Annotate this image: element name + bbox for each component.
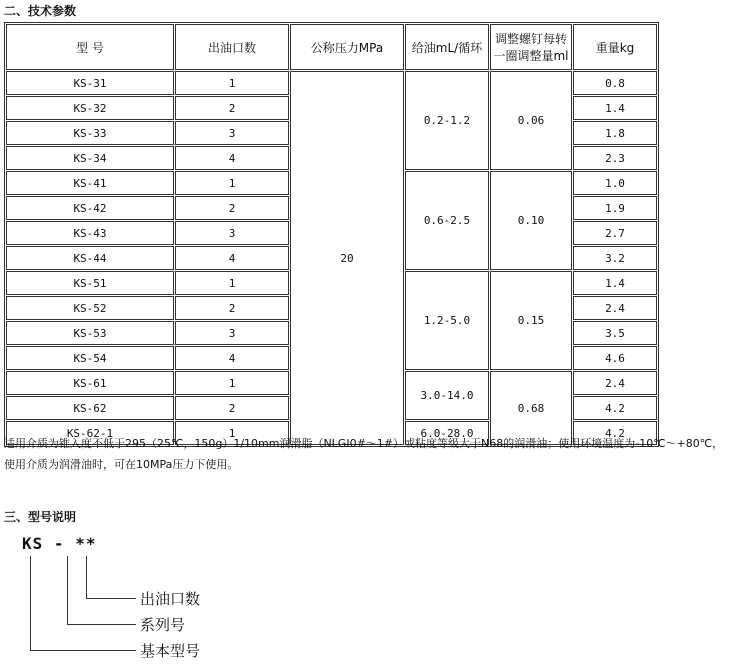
- connector-line-outlets-horizontal: [86, 598, 136, 599]
- model-code-base: KS: [22, 534, 44, 553]
- cell-weight: 0.8: [573, 71, 657, 95]
- cell-outlets: 4: [175, 146, 289, 170]
- header-pressure: 公称压力MPa: [290, 24, 404, 70]
- cell-outlets: 1: [175, 421, 289, 445]
- table-header-row: [6, 24, 657, 70]
- cell-weight: 2.7: [573, 221, 657, 245]
- legend-base-model: 基本型号: [140, 642, 201, 660]
- spec-table: [4, 22, 659, 447]
- cell-feed: 0.2-1.2: [405, 71, 489, 170]
- cell-weight: 1.9: [573, 196, 657, 220]
- usage-note-line-2: 使用介质为润滑油时，可在10MPa压力下使用。: [4, 458, 239, 471]
- cell-adjust: 0.68: [490, 371, 572, 445]
- cell-adjust: 0.15: [490, 271, 572, 370]
- cell-model: KS-51: [6, 271, 174, 295]
- cell-outlets: 1: [175, 71, 289, 95]
- cell-model: KS-33: [6, 121, 174, 145]
- cell-weight: 1.4: [573, 96, 657, 120]
- cell-outlets: 1: [175, 371, 289, 395]
- cell-pressure: 20: [290, 71, 404, 445]
- cell-outlets: 2: [175, 96, 289, 120]
- model-code-series-star: *: [75, 534, 86, 553]
- cell-outlets: 1: [175, 271, 289, 295]
- header-model: 型 号: [6, 24, 174, 70]
- cell-model: KS-42: [6, 196, 174, 220]
- model-code: [22, 534, 96, 553]
- cell-feed: 1.2-5.0: [405, 271, 489, 370]
- cell-weight: 2.3: [573, 146, 657, 170]
- model-code-dash: -: [53, 534, 65, 553]
- cell-model: KS-31: [6, 71, 174, 95]
- cell-model: KS-32: [6, 96, 174, 120]
- cell-weight: 4.2: [573, 396, 657, 420]
- cell-weight: 2.4: [573, 371, 657, 395]
- cell-feed: 3.0-14.0: [405, 371, 489, 420]
- header-adjust: 调整螺钉每转一圈调整量ml: [490, 24, 572, 70]
- cell-weight: 3.5: [573, 321, 657, 345]
- cell-weight: 1.0: [573, 171, 657, 195]
- table-row: [6, 71, 657, 95]
- cell-outlets: 2: [175, 196, 289, 220]
- cell-weight: 1.8: [573, 121, 657, 145]
- cell-outlets: 1: [175, 171, 289, 195]
- usage-note-line-1: 适用介质为锥入度不低于295（25℃，150g）1/10mm润滑脂（NLGI0#～1#）或粘度等级大于N68的润滑油；使用环境温度为-10℃～+80℃，: [4, 437, 724, 450]
- connector-line-outlets-vertical: [86, 556, 87, 598]
- cell-weight: 4.6: [573, 346, 657, 370]
- cell-outlets: 2: [175, 296, 289, 320]
- cell-model: KS-34: [6, 146, 174, 170]
- connector-line-base-horizontal: [30, 650, 136, 651]
- cell-model: KS-53: [6, 321, 174, 345]
- cell-model: KS-61: [6, 371, 174, 395]
- legend-outlets: 出油口数: [140, 590, 201, 608]
- cell-outlets: 2: [175, 396, 289, 420]
- section-heading-technical-parameters: 二、技术参数: [4, 4, 77, 18]
- cell-model: KS-62: [6, 396, 174, 420]
- cell-feed: 6.0-28.0: [405, 421, 489, 445]
- header-feed: 给油mL/循环: [405, 24, 489, 70]
- cell-outlets: 4: [175, 346, 289, 370]
- cell-weight: 2.4: [573, 296, 657, 320]
- cell-adjust: 0.10: [490, 171, 572, 270]
- model-code-outlets-star: *: [85, 534, 97, 553]
- cell-adjust: 0.06: [490, 71, 572, 170]
- section-heading-model-description: 三、型号说明: [4, 510, 77, 524]
- cell-weight: 3.2: [573, 246, 657, 270]
- cell-model: KS-62-1: [6, 421, 174, 445]
- header-outlets: 出油口数: [175, 24, 289, 70]
- cell-feed: 0.6-2.5: [405, 171, 489, 270]
- legend-series: 系列号: [140, 616, 186, 634]
- connector-line-base-vertical: [30, 556, 31, 650]
- connector-line-series-horizontal: [67, 624, 136, 625]
- cell-outlets: 4: [175, 246, 289, 270]
- cell-outlets: 3: [175, 121, 289, 145]
- header-weight: 重量kg: [573, 24, 657, 70]
- cell-outlets: 3: [175, 321, 289, 345]
- cell-model: KS-43: [6, 221, 174, 245]
- cell-model: KS-52: [6, 296, 174, 320]
- cell-weight: 1.4: [573, 271, 657, 295]
- cell-outlets: 3: [175, 221, 289, 245]
- connector-line-series-vertical: [67, 556, 68, 624]
- cell-model: KS-44: [6, 246, 174, 270]
- cell-weight: 4.2: [573, 421, 657, 445]
- cell-model: KS-54: [6, 346, 174, 370]
- cell-model: KS-41: [6, 171, 174, 195]
